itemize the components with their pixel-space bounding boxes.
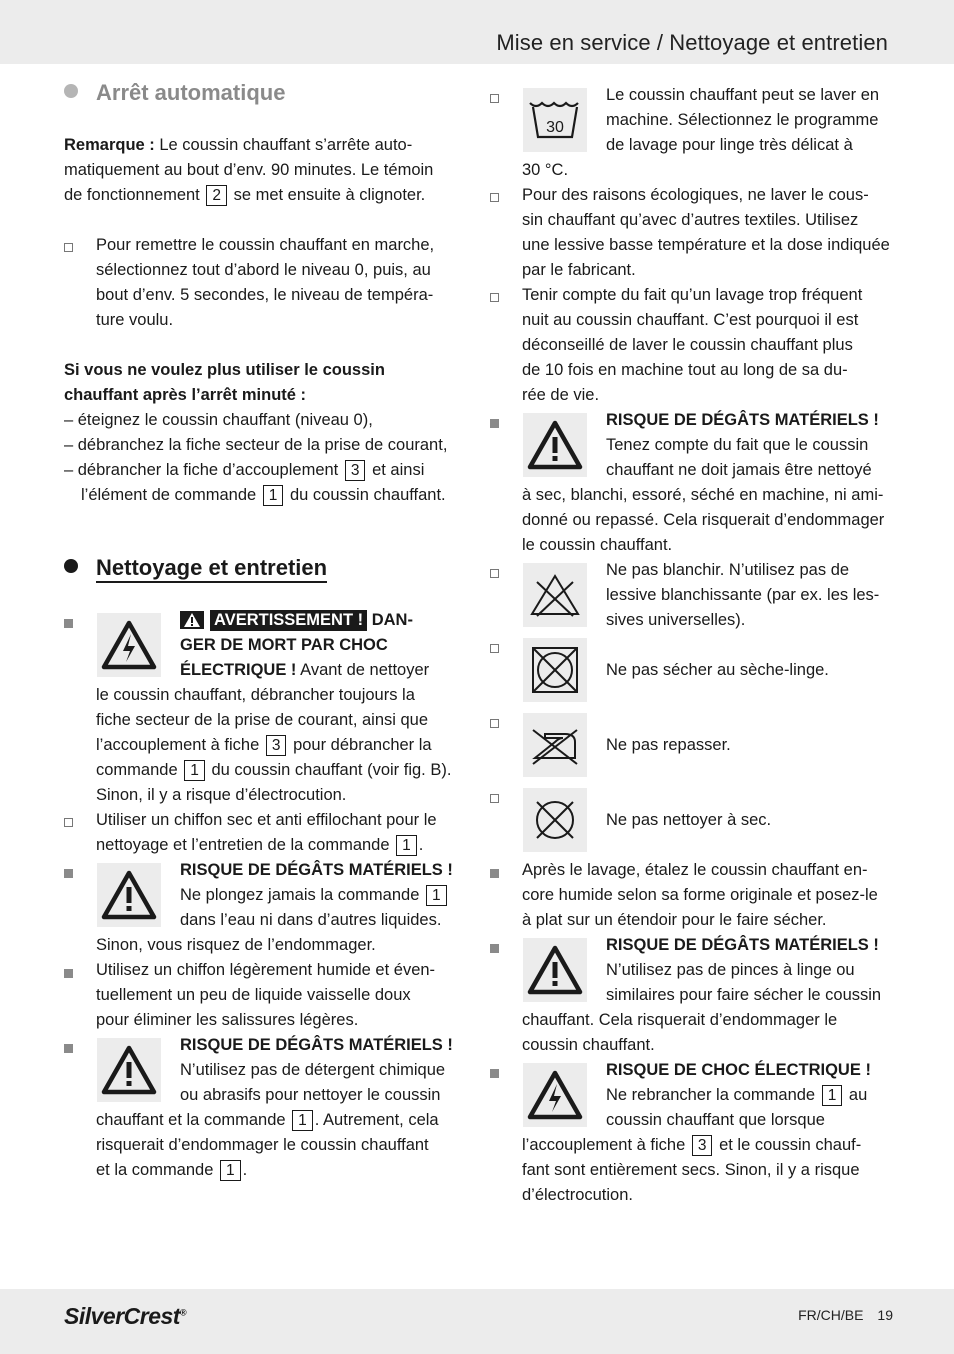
detergent-line-5: et la commande 1 . [96,1161,248,1179]
warning-line-1: AVERTISSEMENT ! DAN- [180,608,413,633]
risk-title: RISQUE DE DÉGÂTS MATÉRIELS ! [180,1036,453,1054]
detergent-line-3: chauffant et la commande 1 . Autrement, cela [96,1111,439,1129]
checkbox-bullet [64,243,73,252]
ref-number: 1 [263,485,284,506]
dry-clean-text: Ne pas nettoyer à sec. [606,811,772,829]
risk-title: RISQUE DE DÉGÂTS MATÉRIELS ! [180,861,453,879]
page-number: 19 [877,1307,893,1323]
dry-line-1: Tenez compte du fait que le coussin [606,436,869,454]
square-bullet [64,619,73,628]
section-arret-automatique [64,80,285,106]
remark-line-1: Remarque : Le coussin chauffant s’arrête auto- [64,136,413,154]
checkbox-bullet [490,193,499,202]
section-bullet [64,84,78,98]
ref-number: 1 [426,885,447,906]
wash-30-icon [523,88,587,152]
checkbox-bullet [490,794,499,803]
eco-line-2: sin chauffant qu’avec d’autres textiles. Utilisez [522,211,859,229]
eco-line-3: une lessive basse température et la dose indiquée [522,236,890,254]
ref-number: 3 [692,1135,713,1156]
damp-line-1: Utilisez un chiffon légèrement humide et éven- [96,961,436,979]
no-tumble-dry-icon [523,638,587,702]
risk-title: RISQUE DE DÉGÂTS MATÉRIELS ! [606,411,879,429]
plunge-line-2: dans l’eau ni dans d’autres liquides. [180,911,442,929]
warning-triangle-icon [180,611,204,629]
brand-logo: SilverCrest® [64,1303,187,1329]
dash-item-3-cont: l’élément de commande 1 du coussin chauffant. [81,486,446,504]
warning-triangle-icon [523,413,587,477]
after-line-3: à plat sur un étendoir pour le faire sécher. [522,911,827,929]
page-footer [0,1289,954,1354]
shock-line-4: fant sont entièrement secs. Sinon, il y a risque [522,1161,860,1179]
bleach-line-1: Ne pas blanchir. N’utilisez pas de [606,561,850,579]
remark-line-3: de fonctionnement 2 se met ensuite à clignoter. [64,186,426,204]
bleach-line-3: sives universelles). [606,611,746,629]
warning-triangle-icon [97,1038,161,1102]
warning-line-6: l’accouplement à fiche 3 pour débrancher la [96,736,432,754]
remark-line-2: matiquement au bout d’env. 90 minutes. Le témoin [64,161,434,179]
freq-line-5: rée de vie. [522,386,600,404]
restart-line-2: sélectionnez tout d’abord le niveau 0, puis, au [96,261,431,279]
ref-number: 1 [396,835,417,856]
shock-line-2: coussin chauffant que lorsque [606,1111,825,1129]
ref-number: 3 [345,460,366,481]
cloth-line-1: Utiliser un chiffon sec et anti effilochant pour le [96,811,437,829]
detergent-line-2: ou abrasifs pour nettoyer le coussin [180,1086,441,1104]
detergent-line-4: risquerait d’endommager le coussin chauffant [96,1136,429,1154]
square-bullet [64,869,73,878]
section-bullet [64,559,78,573]
warning-line-7: commande 1 du coussin chauffant (voir fig. B). [96,761,452,779]
wash-line-1: Le coussin chauffant peut se laver en [606,86,880,104]
checkbox-bullet [490,293,499,302]
peg-line-2: similaires pour faire sécher le coussin [606,986,882,1004]
ref-number: 1 [184,760,205,781]
dry-line-3: à sec, blanchi, essoré, séché en machine, ni ami- [522,486,884,504]
electric-hazard-icon [523,1063,587,1127]
section-nettoyage [64,555,327,581]
wash-line-3: de lavage pour linge très délicat à [606,136,853,154]
eco-line-4: par le fabricant. [522,261,636,279]
ref-number: 3 [266,735,287,756]
remark-label: Remarque : [64,136,155,154]
square-bullet [490,869,499,878]
shock-title: RISQUE DE CHOC ÉLECTRIQUE ! [606,1061,871,1079]
cloth-line-2: nettoyage et l’entretien de la commande 1 . [96,836,424,854]
peg-line-1: N’utilisez pas de pinces à linge ou [606,961,855,979]
dash-item-2: – débranchez la fiche secteur de la prise de courant, [64,436,448,454]
no-bleach-icon [523,563,587,627]
restart-line-1: Pour remettre le coussin chauffant en marche, [96,236,435,254]
page-title: Mise en service / Nettoyage et entretien [496,30,888,55]
section-heading: Arrêt automatique [96,80,286,105]
noreuse-heading-1: Si vous ne voulez plus utiliser le coussin [64,361,385,379]
dash-item-3: – débrancher la fiche d’accouplement 3 et ainsi [64,461,425,479]
language-codes: FR/CH/BE [798,1307,864,1323]
shock-line-5: d’électrocution. [522,1186,633,1204]
warning-line-5: fiche secteur de la prise de courant, ainsi que [96,711,429,729]
iron-text: Ne pas repasser. [606,736,731,754]
eco-line-1: Pour des raisons écologiques, ne laver le cous- [522,186,869,204]
freq-line-1: Tenir compte du fait qu’un lavage trop fréquent [522,286,863,304]
dash-item-1: – éteignez le coussin chauffant (niveau 0), [64,411,373,429]
no-dry-clean-icon [523,788,587,852]
warning-triangle-icon [97,863,161,927]
checkbox-bullet [490,569,499,578]
plunge-line-1: Ne plongez jamais la commande 1 [180,883,449,908]
warning-line-4: le coussin chauffant, débrancher toujours la [96,686,415,704]
warning-line-2: GER DE MORT PAR CHOC [180,636,388,654]
wash-temp-label: 30 [546,119,564,136]
ref-number: 1 [822,1085,843,1106]
wash-line-2: machine. Sélectionnez le programme [606,111,879,129]
warning-line-8: Sinon, il y a risque d’électrocution. [96,786,347,804]
detergent-line-1: N’utilisez pas de détergent chimique [180,1061,446,1079]
shock-line-3: l’accouplement à fiche 3 et le coussin chauf- [522,1136,862,1154]
checkbox-bullet [490,719,499,728]
checkbox-bullet [64,818,73,827]
restart-line-3: bout d’env. 5 secondes, le niveau de tempéra- [96,286,434,304]
risk-title: RISQUE DE DÉGÂTS MATÉRIELS ! [606,936,879,954]
tumble-text: Ne pas sécher au sèche-linge. [606,661,829,679]
shock-line-1: Ne rebrancher la commande 1 au [606,1086,868,1104]
footer-meta [784,1307,893,1323]
peg-line-3: chauffant. Cela risquerait d’endommager le [522,1011,838,1029]
damp-line-3: pour éliminer les salissures légères. [96,1011,359,1029]
warning-triangle-icon [523,938,587,1002]
dry-line-2: chauffant ne doit jamais être nettoyé [606,461,872,479]
freq-line-4: de 10 fois en machine tout au long de sa du- [522,361,848,379]
after-line-2: core humide selon sa forme originale et posez-le [522,886,878,904]
square-bullet [490,1069,499,1078]
square-bullet [64,1044,73,1053]
freq-line-3: déconseillé de laver le coussin chauffant plus [522,336,853,354]
ref-number: 2 [206,185,227,206]
dry-line-4: donné ou repassé. Cela risquerait d’endommager [522,511,885,529]
freq-line-2: nuit au coussin chauffant. C’est pourquoi il est [522,311,859,329]
ref-number: 1 [292,1110,313,1131]
noreuse-heading-2: chauffant après l’arrêt minuté : [64,386,307,404]
bleach-line-2: lessive blanchissante (par ex. les les- [606,586,880,604]
peg-line-4: coussin chauffant. [522,1036,655,1054]
dry-line-5: le coussin chauffant. [522,536,673,554]
square-bullet [490,944,499,953]
restart-line-4: ture voulu. [96,311,174,329]
section-heading: Nettoyage et entretien [96,555,327,583]
plunge-line-3: Sinon, vous risquez de l’endommager. [96,936,376,954]
checkbox-bullet [490,644,499,653]
electric-hazard-icon [97,613,161,677]
ref-number: 1 [220,1160,241,1181]
page-header [0,0,954,64]
after-line-1: Après le lavage, étalez le coussin chauffant en- [522,861,868,879]
damp-line-2: tuellement un peu de liquide vaisselle doux [96,986,411,1004]
warning-tag: AVERTISSEMENT ! [210,610,367,631]
square-bullet [490,419,499,428]
wash-line-4: 30 °C. [522,161,569,179]
warning-line-3: ÉLECTRIQUE ! Avant de nettoyer [180,661,430,679]
no-iron-icon [523,713,587,777]
square-bullet [64,969,73,978]
checkbox-bullet [490,94,499,103]
